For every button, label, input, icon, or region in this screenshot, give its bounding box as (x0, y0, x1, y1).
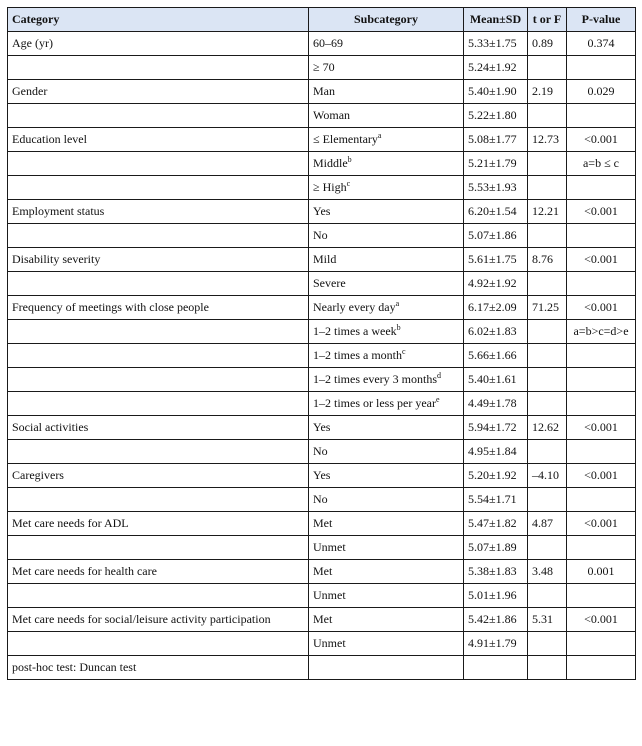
t-or-f-cell (528, 32, 567, 56)
mean-sd-cell (464, 584, 528, 608)
mean-sd-cell-text: 5.24±1.92 (468, 60, 517, 74)
t-or-f-cell (528, 656, 567, 680)
t-or-f-cell-text: –4.10 (532, 468, 559, 482)
category-cell-text: Education level (12, 132, 87, 146)
subcategory-cell (309, 512, 464, 536)
t-or-f-cell (528, 80, 567, 104)
table-row (8, 272, 636, 296)
subcategory-cell (309, 488, 464, 512)
p-value-cell (567, 128, 636, 152)
p-value-cell-text: <0.001 (584, 516, 618, 530)
mean-sd-cell (464, 464, 528, 488)
table-row (8, 608, 636, 632)
table-row (8, 152, 636, 176)
mean-sd-cell-text: 4.91±1.79 (468, 636, 517, 650)
category-cell (8, 176, 309, 200)
t-or-f-cell-text: 5.31 (532, 612, 553, 626)
t-or-f-cell (528, 464, 567, 488)
category-cell-text: Met care needs for health care (12, 564, 157, 578)
subcategory-cell-text: Met (313, 564, 333, 578)
subcategory-cell (309, 80, 464, 104)
mean-sd-cell-text: 5.01±1.96 (468, 588, 517, 602)
table-body (8, 32, 636, 680)
mean-sd-cell-text: 4.95±1.84 (468, 444, 517, 458)
header-p-value: P-value (567, 8, 636, 32)
mean-sd-cell (464, 608, 528, 632)
subcategory-cell (309, 56, 464, 80)
subcategory-cell-text: Man (313, 84, 335, 98)
table-row (8, 584, 636, 608)
category-cell (8, 488, 309, 512)
category-cell (8, 224, 309, 248)
table-row (8, 344, 636, 368)
subcategory-cell-text: No (313, 228, 328, 242)
table-row (8, 368, 636, 392)
subcategory-cell-text: Mild (313, 252, 337, 266)
p-value-cell (567, 536, 636, 560)
mean-sd-cell (464, 56, 528, 80)
mean-sd-cell (464, 128, 528, 152)
t-or-f-cell (528, 224, 567, 248)
table-row (8, 632, 636, 656)
category-cell (8, 272, 309, 296)
category-cell (8, 368, 309, 392)
category-cell (8, 80, 309, 104)
p-value-cell (567, 488, 636, 512)
table-row (8, 80, 636, 104)
mean-sd-cell (464, 512, 528, 536)
mean-sd-cell (464, 632, 528, 656)
subcategory-cell (309, 656, 464, 680)
subcategory-cell (309, 248, 464, 272)
subcategory-cell (309, 344, 464, 368)
p-value-cell-text: 0.029 (587, 84, 615, 98)
subcategory-cell-text: Nearly every day (313, 300, 396, 314)
table-row (8, 248, 636, 272)
t-or-f-cell-text: 12.73 (532, 132, 559, 146)
table-row (8, 176, 636, 200)
category-cell (8, 152, 309, 176)
category-cell-text: Social activities (12, 420, 89, 434)
table-row (8, 320, 636, 344)
header-row (8, 8, 636, 32)
mean-sd-cell (464, 200, 528, 224)
subcategory-cell (309, 392, 464, 416)
subcategory-cell (309, 416, 464, 440)
mean-sd-cell (464, 656, 528, 680)
subcategory-cell-text: 1–2 times or less per year (313, 396, 436, 410)
mean-sd-cell (464, 152, 528, 176)
p-value-cell (567, 296, 636, 320)
group-superscript: b (347, 155, 352, 164)
subcategory-cell (309, 128, 464, 152)
subcategory-cell-text: Met (313, 612, 333, 626)
subcategory-cell-text: ≤ Elementary (313, 132, 378, 146)
table-row (8, 440, 636, 464)
mean-sd-cell (464, 248, 528, 272)
t-or-f-cell (528, 152, 567, 176)
subcategory-cell-text: No (313, 444, 328, 458)
subcategory-cell-text: Yes (313, 468, 331, 482)
p-value-cell (567, 344, 636, 368)
subcategory-cell-text: ≥ High (313, 180, 347, 194)
mean-sd-cell-text: 6.20±1.54 (468, 204, 517, 218)
p-value-cell-text: <0.001 (584, 420, 618, 434)
table-row (8, 512, 636, 536)
table-row (8, 32, 636, 56)
table-row (8, 128, 636, 152)
p-value-cell-text: 0.001 (587, 564, 615, 578)
p-value-cell (567, 320, 636, 344)
category-cell-text: post-hoc test: Duncan test (12, 660, 137, 674)
header-t-or-f: t or F (528, 8, 567, 32)
subcategory-cell (309, 368, 464, 392)
mean-sd-cell-text: 5.07±1.86 (468, 228, 517, 242)
subcategory-cell-text: 60–69 (313, 36, 343, 50)
table-row (8, 104, 636, 128)
mean-sd-cell (464, 392, 528, 416)
subcategory-cell-text: Met (313, 516, 333, 530)
group-superscript: d (436, 371, 441, 380)
p-value-cell (567, 272, 636, 296)
t-or-f-cell (528, 488, 567, 512)
subcategory-cell-text: Severe (313, 276, 346, 290)
subcategory-cell-text: Unmet (313, 636, 346, 650)
category-cell (8, 560, 309, 584)
t-or-f-cell-text: 2.19 (532, 84, 553, 98)
p-value-cell (567, 32, 636, 56)
subcategory-cell (309, 440, 464, 464)
category-cell (8, 344, 309, 368)
mean-sd-cell-text: 4.92±1.92 (468, 276, 517, 290)
category-cell-text: Gender (12, 84, 48, 98)
category-cell (8, 608, 309, 632)
category-cell-text: Frequency of meetings with close people (12, 300, 209, 314)
p-value-cell (567, 248, 636, 272)
p-value-cell (567, 176, 636, 200)
t-or-f-cell (528, 512, 567, 536)
t-or-f-cell (528, 536, 567, 560)
t-or-f-cell (528, 248, 567, 272)
mean-sd-cell-text: 5.53±1.93 (468, 180, 517, 194)
subcategory-cell-text: Unmet (313, 540, 346, 554)
p-value-cell (567, 584, 636, 608)
category-cell (8, 656, 309, 680)
category-cell (8, 296, 309, 320)
category-cell-text: Caregivers (12, 468, 64, 482)
subcategory-cell-text: Woman (313, 108, 351, 122)
mean-sd-cell (464, 488, 528, 512)
p-value-cell-text: <0.001 (584, 132, 618, 146)
mean-sd-cell (464, 320, 528, 344)
mean-sd-cell-text: 5.21±1.79 (468, 156, 517, 170)
p-value-cell-text: <0.001 (584, 204, 618, 218)
p-value-cell-text: <0.001 (584, 252, 618, 266)
category-cell (8, 392, 309, 416)
mean-sd-cell-text: 5.08±1.77 (468, 132, 517, 146)
p-value-cell (567, 56, 636, 80)
p-value-cell (567, 560, 636, 584)
t-or-f-cell (528, 56, 567, 80)
t-or-f-cell (528, 560, 567, 584)
mean-sd-cell-text: 5.40±1.90 (468, 84, 517, 98)
group-superscript: e (435, 395, 440, 404)
header-mean-sd: Mean±SD (464, 8, 528, 32)
t-or-f-cell-text: 3.48 (532, 564, 553, 578)
subcategory-cell-text: Middle (313, 156, 348, 170)
category-cell (8, 128, 309, 152)
p-value-cell (567, 80, 636, 104)
category-cell-text: Disability severity (12, 252, 101, 266)
t-or-f-cell-text: 12.21 (532, 204, 559, 218)
category-cell (8, 584, 309, 608)
category-cell (8, 464, 309, 488)
mean-sd-cell-text: 5.61±1.75 (468, 252, 517, 266)
p-value-cell-text: <0.001 (584, 468, 618, 482)
table-row (8, 56, 636, 80)
subcategory-cell (309, 560, 464, 584)
t-or-f-cell-text: 0.89 (532, 36, 553, 50)
subcategory-cell (309, 272, 464, 296)
subcategory-cell-text: No (313, 492, 328, 506)
mean-sd-cell-text: 5.22±1.80 (468, 108, 517, 122)
t-or-f-cell-text: 8.76 (532, 252, 553, 266)
subcategory-cell (309, 176, 464, 200)
subcategory-cell (309, 152, 464, 176)
mean-sd-cell (464, 560, 528, 584)
category-cell-text: Met care needs for social/leisure activity participation (12, 612, 271, 626)
mean-sd-cell-text: 5.07±1.89 (468, 540, 517, 554)
p-value-cell (567, 464, 636, 488)
mean-sd-cell-text: 5.40±1.61 (468, 372, 517, 386)
category-cell (8, 416, 309, 440)
p-value-cell-text: <0.001 (584, 300, 618, 314)
t-or-f-cell (528, 584, 567, 608)
category-cell-text: Met care needs for ADL (12, 516, 129, 530)
mean-sd-cell (464, 32, 528, 56)
mean-sd-cell (464, 80, 528, 104)
mean-sd-cell-text: 5.47±1.82 (468, 516, 517, 530)
category-cell (8, 512, 309, 536)
subcategory-cell (309, 32, 464, 56)
category-cell (8, 536, 309, 560)
category-cell (8, 32, 309, 56)
table-row (8, 560, 636, 584)
t-or-f-cell (528, 272, 567, 296)
t-or-f-cell (528, 416, 567, 440)
group-superscript: a (395, 299, 400, 308)
mean-sd-cell-text: 5.38±1.83 (468, 564, 517, 578)
t-or-f-cell (528, 128, 567, 152)
subcategory-cell-text: 1–2 times a week (313, 324, 397, 338)
t-or-f-cell-text: 71.25 (532, 300, 559, 314)
header-category: Category (8, 8, 309, 32)
group-superscript: c (346, 179, 351, 188)
mean-sd-cell (464, 296, 528, 320)
p-value-cell (567, 368, 636, 392)
p-value-cell (567, 200, 636, 224)
table-row (8, 392, 636, 416)
t-or-f-cell (528, 440, 567, 464)
mean-sd-cell-text: 5.94±1.72 (468, 420, 517, 434)
category-cell (8, 56, 309, 80)
category-cell (8, 320, 309, 344)
mean-sd-cell-text: 6.02±1.83 (468, 324, 517, 338)
subcategory-cell (309, 296, 464, 320)
p-value-cell (567, 608, 636, 632)
t-or-f-cell (528, 200, 567, 224)
t-or-f-cell (528, 344, 567, 368)
p-value-cell (567, 632, 636, 656)
t-or-f-cell (528, 632, 567, 656)
mean-sd-cell (464, 272, 528, 296)
subcategory-cell (309, 320, 464, 344)
table-row (8, 296, 636, 320)
mean-sd-cell (464, 104, 528, 128)
p-value-cell (567, 392, 636, 416)
subcategory-cell-text: ≥ 70 (313, 60, 335, 74)
category-cell (8, 632, 309, 656)
mean-sd-cell-text: 5.66±1.66 (468, 348, 517, 362)
p-value-cell (567, 512, 636, 536)
table-row (8, 536, 636, 560)
p-value-cell (567, 440, 636, 464)
mean-sd-cell-text: 5.33±1.75 (468, 36, 517, 50)
subcategory-cell-text: Unmet (313, 588, 346, 602)
category-cell (8, 104, 309, 128)
p-value-cell (567, 104, 636, 128)
group-superscript: a (377, 131, 382, 140)
category-cell-text: Employment status (12, 204, 105, 218)
p-value-cell-text: a=b>c=d>e (573, 324, 629, 338)
mean-sd-cell (464, 536, 528, 560)
mean-sd-cell (464, 416, 528, 440)
t-or-f-cell (528, 320, 567, 344)
mean-sd-cell (464, 368, 528, 392)
subcategory-cell (309, 608, 464, 632)
mean-sd-cell-text: 5.54±1.71 (468, 492, 517, 506)
category-cell-text: Age (yr) (12, 36, 53, 50)
t-or-f-cell (528, 392, 567, 416)
t-or-f-cell (528, 104, 567, 128)
subcategory-cell (309, 224, 464, 248)
t-or-f-cell-text: 12.62 (532, 420, 559, 434)
mean-sd-cell-text: 4.49±1.78 (468, 396, 517, 410)
t-or-f-cell (528, 608, 567, 632)
subcategory-cell (309, 632, 464, 656)
subcategory-cell-text: 1–2 times a month (313, 348, 402, 362)
t-or-f-cell (528, 176, 567, 200)
group-superscript: b (396, 323, 401, 332)
p-value-cell (567, 656, 636, 680)
t-or-f-cell (528, 368, 567, 392)
mean-sd-cell (464, 440, 528, 464)
group-superscript: c (402, 347, 406, 356)
mean-sd-cell (464, 224, 528, 248)
subcategory-cell (309, 104, 464, 128)
p-value-cell (567, 224, 636, 248)
header-subcategory: Subcategory (309, 8, 464, 32)
table-row (8, 464, 636, 488)
statistics-table (7, 7, 636, 680)
category-cell (8, 248, 309, 272)
p-value-cell-text: <0.001 (584, 612, 618, 626)
table-row (8, 488, 636, 512)
subcategory-cell (309, 584, 464, 608)
category-cell (8, 200, 309, 224)
t-or-f-cell (528, 296, 567, 320)
mean-sd-cell (464, 176, 528, 200)
table-row (8, 656, 636, 680)
table-row (8, 200, 636, 224)
mean-sd-cell-text: 5.42±1.86 (468, 612, 517, 626)
subcategory-cell (309, 464, 464, 488)
p-value-cell (567, 416, 636, 440)
subcategory-cell (309, 536, 464, 560)
p-value-cell-text: a=b ≤ c (582, 156, 619, 170)
mean-sd-cell (464, 344, 528, 368)
mean-sd-cell-text: 6.17±2.09 (468, 300, 517, 314)
p-value-cell-text: 0.374 (587, 36, 615, 50)
subcategory-cell-text: 1–2 times every 3 months (313, 372, 437, 386)
table-row (8, 224, 636, 248)
table-row (8, 416, 636, 440)
subcategory-cell-text: Yes (313, 420, 331, 434)
t-or-f-cell-text: 4.87 (532, 516, 553, 530)
category-cell (8, 440, 309, 464)
p-value-cell (567, 152, 636, 176)
subcategory-cell-text: Yes (313, 204, 331, 218)
subcategory-cell (309, 200, 464, 224)
mean-sd-cell-text: 5.20±1.92 (468, 468, 517, 482)
